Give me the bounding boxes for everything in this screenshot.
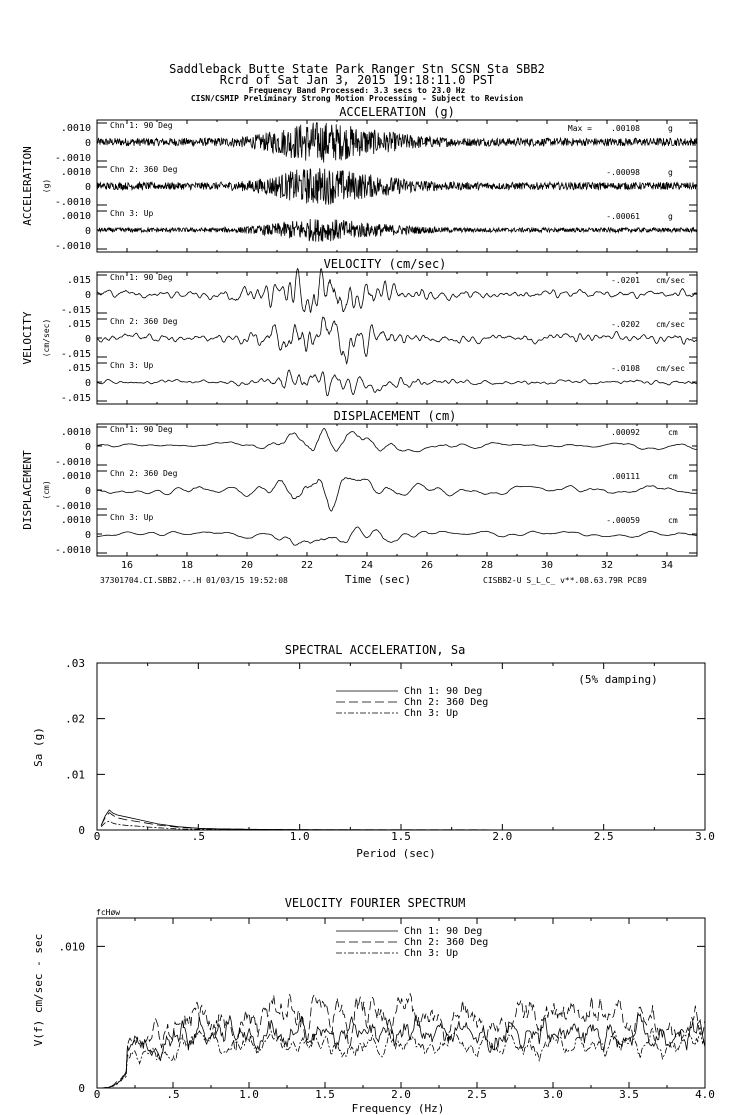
ytick-zero: 0 (84, 530, 91, 541)
fourier-ylabel: V(f) cm/sec - sec (32, 933, 45, 1047)
peak-unit: cm (668, 428, 678, 437)
ytick-bottom: -.0010 (54, 153, 91, 164)
sa-ylabel: Sa (g) (32, 727, 45, 767)
waveform-0-2 (97, 219, 697, 242)
velocity-ylabel: VELOCITY (21, 311, 34, 365)
ytick-zero: 0 (84, 226, 91, 237)
ytick-zero: 0 (84, 334, 91, 345)
x-tick-label: 1.0 (289, 830, 310, 843)
peak-value: -.0108 (611, 364, 640, 373)
sa-title: SPECTRAL ACCELERATION, Sa (284, 643, 466, 657)
x-tick-label: 2.0 (492, 830, 513, 843)
channel-label: Chn 1: 90 Deg (110, 273, 173, 282)
peak-value: .00111 (611, 472, 640, 481)
spectrum-curve-0 (97, 1014, 705, 1088)
channel-label: Chn 2: 360 Deg (110, 469, 178, 478)
ytick-bottom: -.015 (60, 305, 91, 316)
spectrum-frame (97, 663, 705, 830)
max-label: Max = (567, 124, 592, 133)
peak-unit: g (668, 124, 673, 133)
peak-unit: g (668, 168, 673, 177)
header-station: Saddleback Butte State Park Ranger Stn SCSN Sta SBB2 (169, 62, 545, 76)
x-tick-label: 1.5 (391, 830, 411, 843)
sa-damping-note: (5% damping) (578, 673, 658, 686)
time-tick-label: 20 (240, 560, 254, 571)
time-tick-label: 24 (360, 560, 374, 571)
ytick-top: .0010 (60, 211, 91, 222)
time-tick-label: 32 (600, 560, 614, 571)
time-tick-label: 16 (120, 560, 134, 571)
channel-label: Chn 3: Up (110, 209, 154, 218)
velocity-title: VELOCITY (cm/sec) (323, 257, 447, 271)
x-tick-label: 2.5 (593, 830, 614, 843)
waveform-2-1 (97, 478, 697, 511)
x-tick-label: 1.0 (239, 1088, 259, 1101)
channel-label: Chn 1: 90 Deg (110, 425, 173, 434)
ytick-top: .0010 (60, 123, 91, 134)
velocity-yunit: (cm/sec) (42, 318, 51, 358)
x-tick-label: .5 (166, 1088, 180, 1101)
sa-xlabel: Period (sec) (356, 847, 436, 860)
ytick-zero: 0 (84, 290, 91, 301)
channel-label: Chn 3: Up (110, 513, 154, 522)
legend-label: Chn 3: Up (404, 948, 459, 959)
time-tick-label: 34 (660, 560, 674, 571)
spectrum-curve-0 (101, 810, 705, 830)
ytick-top: .015 (66, 275, 91, 286)
peak-value: .00108 (611, 124, 640, 133)
peak-unit: cm (668, 472, 678, 481)
peak-value: .00092 (611, 428, 640, 437)
displacement-title: DISPLACEMENT (cm) (333, 409, 457, 423)
peak-value: -.0202 (611, 320, 640, 329)
x-tick-label: .5 (191, 830, 205, 843)
fourier-xlabel: Frequency (Hz) (351, 1102, 445, 1115)
waveform-0-0 (97, 123, 697, 163)
ytick-top: .0010 (60, 471, 91, 482)
peak-unit: cm/sec (656, 276, 685, 285)
ytick-zero: 0 (84, 378, 91, 389)
peak-value: -.00098 (606, 168, 640, 177)
time-tick-label: 18 (180, 560, 194, 571)
accel-title: ACCELERATION (g) (339, 105, 455, 119)
ytick-top: .0010 (60, 167, 91, 178)
peak-unit: cm/sec (656, 320, 685, 329)
time-tick-label: 28 (480, 560, 494, 571)
spectrum-curve-2 (101, 821, 705, 830)
ytick-zero: 0 (84, 138, 91, 149)
x-tick-label: 3.0 (543, 1088, 563, 1101)
channel-label: Chn 2: 360 Deg (110, 165, 178, 174)
time-axis-label: Time (sec) (344, 573, 412, 586)
x-tick-label: 2.0 (391, 1088, 411, 1101)
channel-label: Chn 2: 360 Deg (110, 317, 178, 326)
waveform-2-2 (97, 527, 697, 545)
x-tick-label: 3.0 (695, 830, 715, 843)
y-tick-label: .02 (65, 712, 85, 726)
y-tick-label: .01 (65, 768, 85, 782)
waveform-1-2 (97, 370, 697, 396)
ytick-top: .015 (66, 363, 91, 374)
fourier-corner-label: fcHøw (96, 908, 121, 917)
peak-value: -.00061 (606, 212, 640, 221)
ytick-bottom: -.015 (60, 393, 91, 404)
ytick-bottom: -.0010 (54, 545, 91, 556)
accel-ylabel: ACCELERATION (21, 146, 34, 226)
y-tick-label: .010 (58, 940, 85, 954)
waveform-1-1 (97, 317, 697, 364)
time-tick-label: 22 (300, 560, 314, 571)
displacement-yunit: (cm) (42, 480, 51, 500)
channel-label: Chn 1: 90 Deg (110, 121, 173, 130)
time-tick-label: 30 (540, 560, 554, 571)
channel-axis (97, 471, 697, 509)
ytick-bottom: -.015 (60, 349, 91, 360)
peak-value: -.0201 (611, 276, 640, 285)
displacement-ylabel: DISPLACEMENT (21, 450, 34, 530)
ytick-top: .0010 (60, 515, 91, 526)
x-tick-label: 1.5 (315, 1088, 335, 1101)
waveform-2-0 (97, 429, 697, 452)
ytick-bottom: -.0010 (54, 457, 91, 468)
ytick-bottom: -.0010 (54, 197, 91, 208)
peak-unit: cm/sec (656, 364, 685, 373)
x-tick-label: 4.0 (695, 1088, 715, 1101)
ytick-bottom: -.0010 (54, 501, 91, 512)
header-processing: CISN/CSMIP Preliminary Strong Motion Processing - Subject to Revision (190, 94, 524, 103)
legend-label: Chn 3: Up (404, 708, 459, 719)
legend-label: Chn 1: 90 Deg (404, 686, 483, 697)
header-record: Rcrd of Sat Jan 3, 2015 19:18:11.0 PST (219, 73, 495, 87)
spectrum-curve-1 (97, 994, 705, 1088)
x-tick-label: 3.5 (619, 1088, 639, 1101)
ytick-top: .0010 (60, 427, 91, 438)
y-tick-label: 0 (78, 1082, 85, 1095)
ytick-zero: 0 (84, 442, 91, 453)
time-tick-label: 26 (420, 560, 434, 571)
x-tick-label: 2.5 (467, 1088, 487, 1101)
fourier-title: VELOCITY FOURIER SPECTRUM (284, 896, 466, 910)
ytick-bottom: -.0010 (54, 241, 91, 252)
peak-value: -.00059 (606, 516, 640, 525)
accel-yunit: (g) (42, 178, 51, 194)
footer-left: 37301704.CI.SBB2.--.H 01/03/15 19:52:08 (100, 576, 288, 585)
legend-label: Chn 1: 90 Deg (404, 926, 483, 937)
y-tick-label: .03 (65, 657, 85, 670)
x-tick-label: 0 (93, 1088, 101, 1101)
channel-label: Chn 3: Up (110, 361, 154, 370)
y-tick-label: 0 (78, 824, 85, 837)
peak-unit: g (668, 212, 673, 221)
legend-label: Chn 2: 360 Deg (404, 697, 489, 708)
spectrum-curve-2 (97, 1029, 705, 1089)
legend-label: Chn 2: 360 Deg (404, 937, 489, 948)
footer-right: CISBB2-U S_L_C_ v**.08.63.79R PC89 (483, 576, 647, 585)
x-tick-label: 0 (93, 830, 101, 843)
ytick-zero: 0 (84, 182, 91, 193)
ytick-top: .015 (66, 319, 91, 330)
ytick-zero: 0 (84, 486, 91, 497)
header-band: Frequency Band Processed: 3.3 secs to 23.0 Hz (248, 86, 466, 95)
peak-unit: cm (668, 516, 678, 525)
